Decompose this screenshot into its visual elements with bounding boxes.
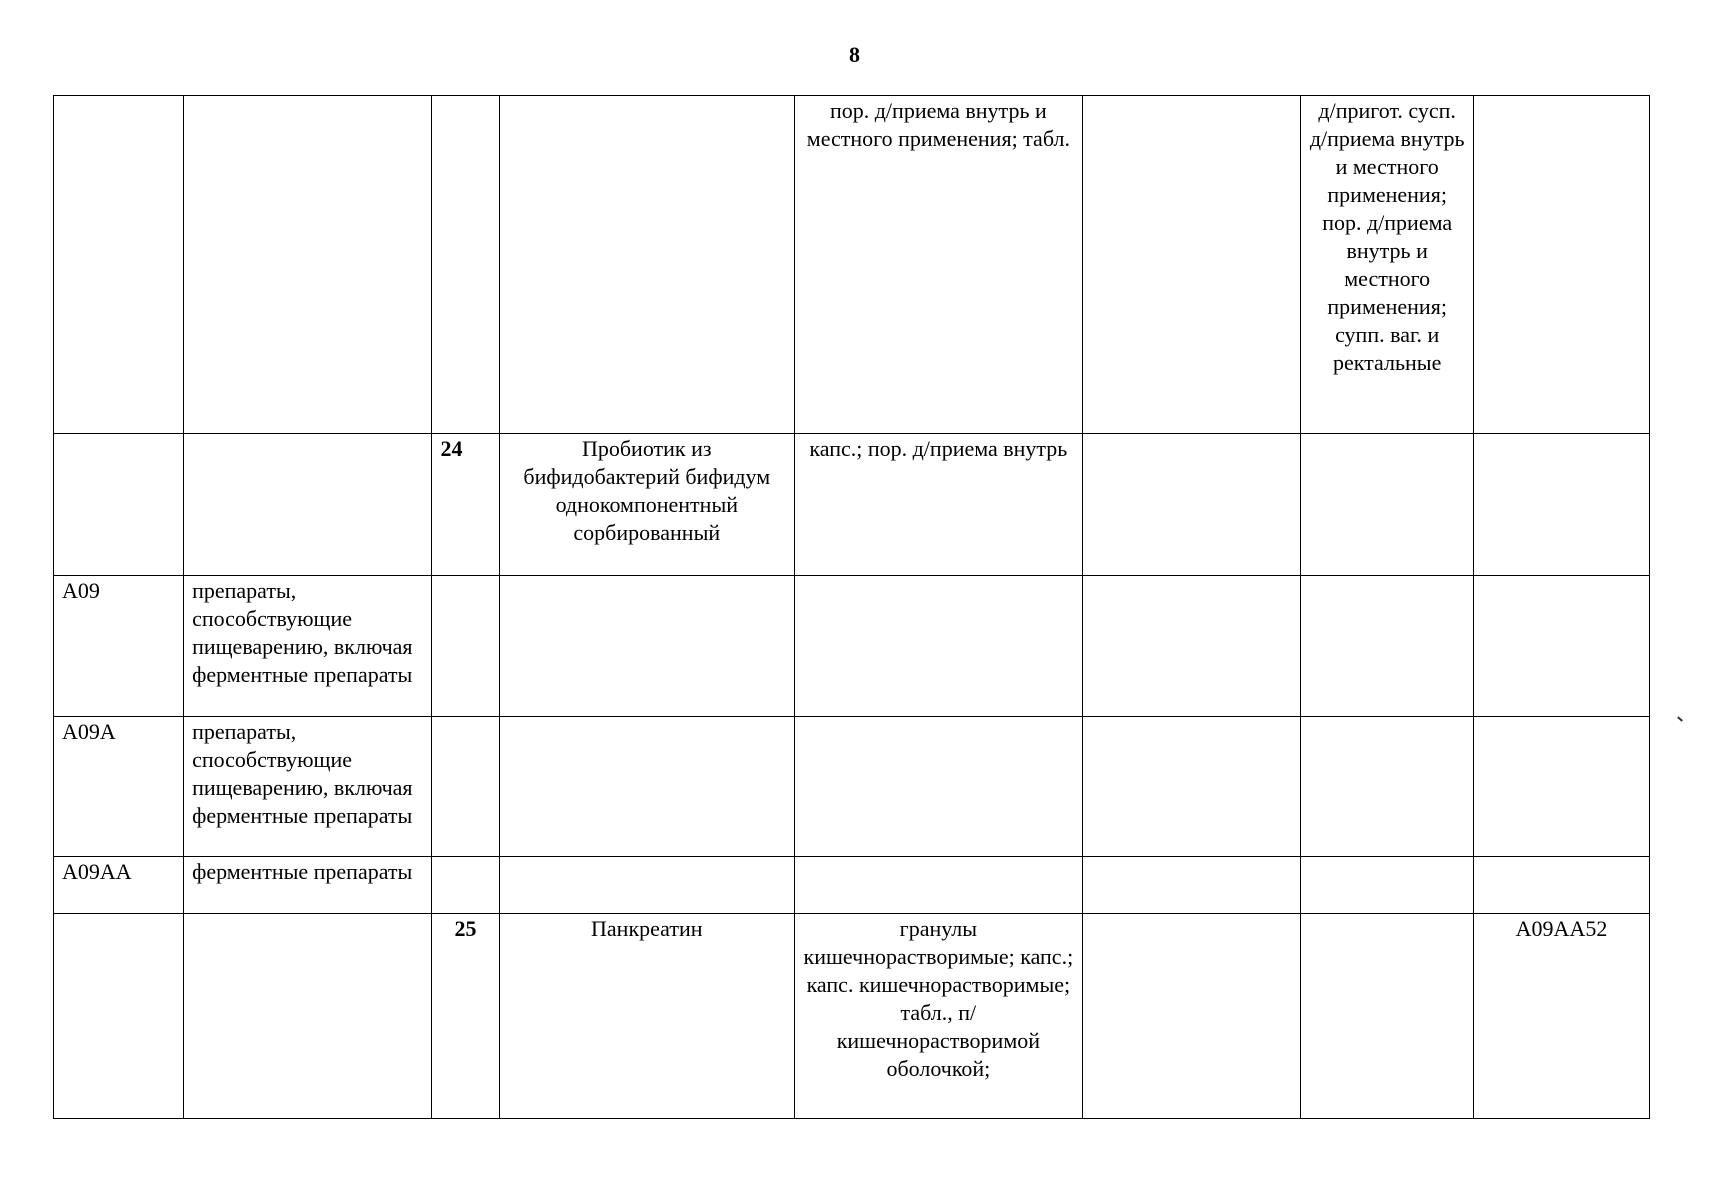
group-name-cell: препараты, способствующие пищеварению, включая ферментные препараты	[184, 576, 432, 717]
drug-list-table	[53, 95, 1650, 1119]
dosage-forms-cell	[794, 576, 1082, 717]
dosage-forms-cell: пор. д/приема внутрь и местного применения; табл.	[794, 96, 1082, 434]
atc-subcode-cell	[1474, 96, 1650, 434]
column-6-cell	[1082, 717, 1301, 857]
column-7-cell: д/пригот. сусп. д/приема внутрь и местного применения; пор. д/приема внутрь и местного применения; супп. ваг. и ректальные	[1301, 96, 1474, 434]
table-row	[54, 857, 1650, 914]
atc-subcode-cell	[1474, 434, 1650, 576]
group-name-cell: препараты, способствующие пищеварению, включая ферментные препараты	[184, 717, 432, 857]
dosage-forms-cell	[794, 857, 1082, 914]
atc-code-cell: А09А	[54, 717, 184, 857]
item-number-cell	[432, 576, 499, 717]
scan-speck	[1677, 716, 1683, 721]
dosage-forms-cell	[794, 717, 1082, 857]
item-number-cell	[432, 717, 499, 857]
atc-subcode-cell: А09АА52	[1474, 914, 1650, 1119]
dosage-forms-cell: гранулы кишечнорастворимые; капс.; капс. кишечнорастворимые; табл., п/кишечнорастворимой оболочкой;	[794, 914, 1082, 1119]
group-name-cell	[184, 914, 432, 1119]
drug-name-cell: Пробиотик из бифидобактерий бифидум однокомпонентный сорбированный	[499, 434, 794, 576]
group-name-cell: ферментные препараты	[184, 857, 432, 914]
atc-code-cell: А09	[54, 576, 184, 717]
drug-name-cell	[499, 717, 794, 857]
item-number-cell: 24	[432, 434, 499, 576]
item-number-cell	[432, 857, 499, 914]
atc-subcode-cell	[1474, 857, 1650, 914]
group-name-cell	[184, 96, 432, 434]
column-7-cell	[1301, 857, 1474, 914]
atc-subcode-cell	[1474, 576, 1650, 717]
drug-name-cell	[499, 576, 794, 717]
page-number: 8	[849, 42, 860, 67]
drug-name-cell: Панкреатин	[499, 914, 794, 1119]
column-6-cell	[1082, 576, 1301, 717]
drug-name-cell	[499, 96, 794, 434]
atc-code-cell	[54, 434, 184, 576]
table-row	[54, 434, 1650, 576]
column-7-cell	[1301, 576, 1474, 717]
column-6-cell	[1082, 857, 1301, 914]
item-number-cell	[432, 96, 499, 434]
drug-name-cell	[499, 857, 794, 914]
table-row	[54, 717, 1650, 857]
dosage-forms-cell: капс.; пор. д/приема внутрь	[794, 434, 1082, 576]
item-number-cell: 25	[432, 914, 499, 1119]
atc-code-cell	[54, 96, 184, 434]
table-row	[54, 914, 1650, 1119]
column-6-cell	[1082, 96, 1301, 434]
column-7-cell	[1301, 914, 1474, 1119]
atc-code-cell: А09АА	[54, 857, 184, 914]
column-6-cell	[1082, 434, 1301, 576]
atc-code-cell	[54, 914, 184, 1119]
column-7-cell	[1301, 717, 1474, 857]
column-7-cell	[1301, 434, 1474, 576]
table-row	[54, 576, 1650, 717]
atc-subcode-cell	[1474, 717, 1650, 857]
table-row	[54, 96, 1650, 434]
group-name-cell	[184, 434, 432, 576]
column-6-cell	[1082, 914, 1301, 1119]
